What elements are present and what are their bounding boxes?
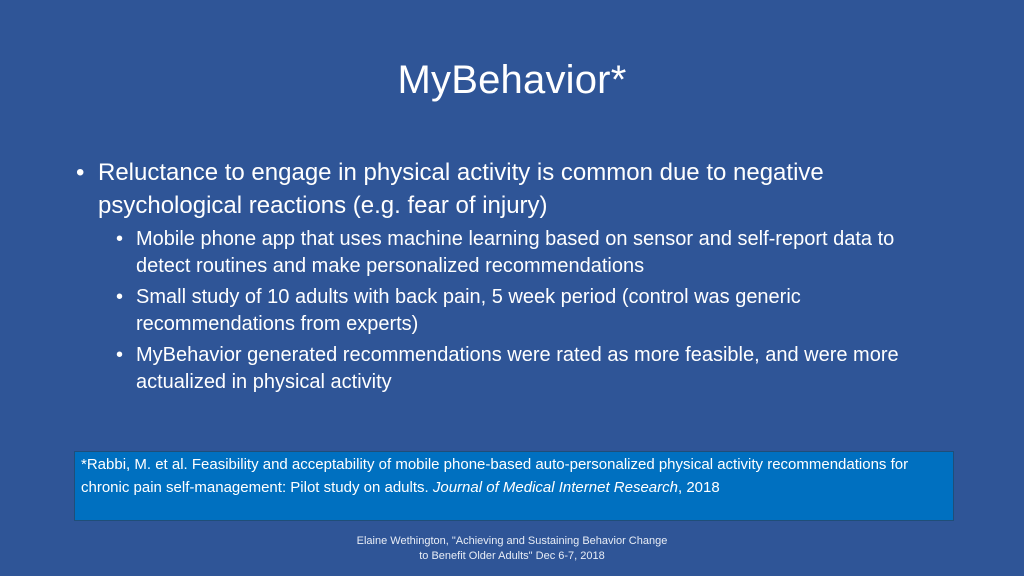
sub-bullet-text: Mobile phone app that uses machine learning based on sensor and self-report data to detect routines and make personalized recommendations: [136, 228, 895, 277]
footer-line-1: Elaine Wethington, "Achieving and Sustaining Behavior Change: [356, 535, 668, 547]
citation-journal: Journal of Medical Internet Research: [432, 478, 678, 496]
bullet-icon: •: [116, 228, 124, 250]
sub-bullet-point: [76, 284, 946, 338]
slide-content: [76, 156, 946, 396]
sub-bullet-text: Small study of 10 adults with back pain, 5 week period (control was generic recommendations from experts): [136, 286, 801, 335]
sub-bullet-point: [76, 226, 946, 280]
citation-text: *Rabbi, M. et al. Feasibility and acceptability of mobile phone-based auto-personalized physical activity recommendations for chronic pain self-management: Pilot study on adults.: [81, 456, 909, 496]
main-bullet-text: Reluctance to engage in physical activity is common due to negative psychological reactions (e.g. fear of injury): [98, 159, 824, 219]
bullet-icon: •: [116, 286, 124, 308]
main-bullet-point: [76, 156, 946, 222]
bullet-icon: •: [116, 344, 124, 366]
slide-title: MyBehavior*: [397, 58, 627, 102]
footer-line-2: to Benefit Older Adults" Dec 6-7, 2018: [419, 550, 605, 562]
citation-year: , 2018: [678, 478, 720, 496]
sub-bullet-text: MyBehavior generated recommendations were rated as more feasible, and were more actualized in physical activity: [136, 344, 899, 393]
sub-bullet-point: [76, 342, 946, 396]
sub-bullet-list: [76, 226, 946, 396]
bullet-icon: •: [76, 159, 85, 186]
citation-box: [74, 451, 954, 521]
slide-footer: [0, 534, 1024, 564]
